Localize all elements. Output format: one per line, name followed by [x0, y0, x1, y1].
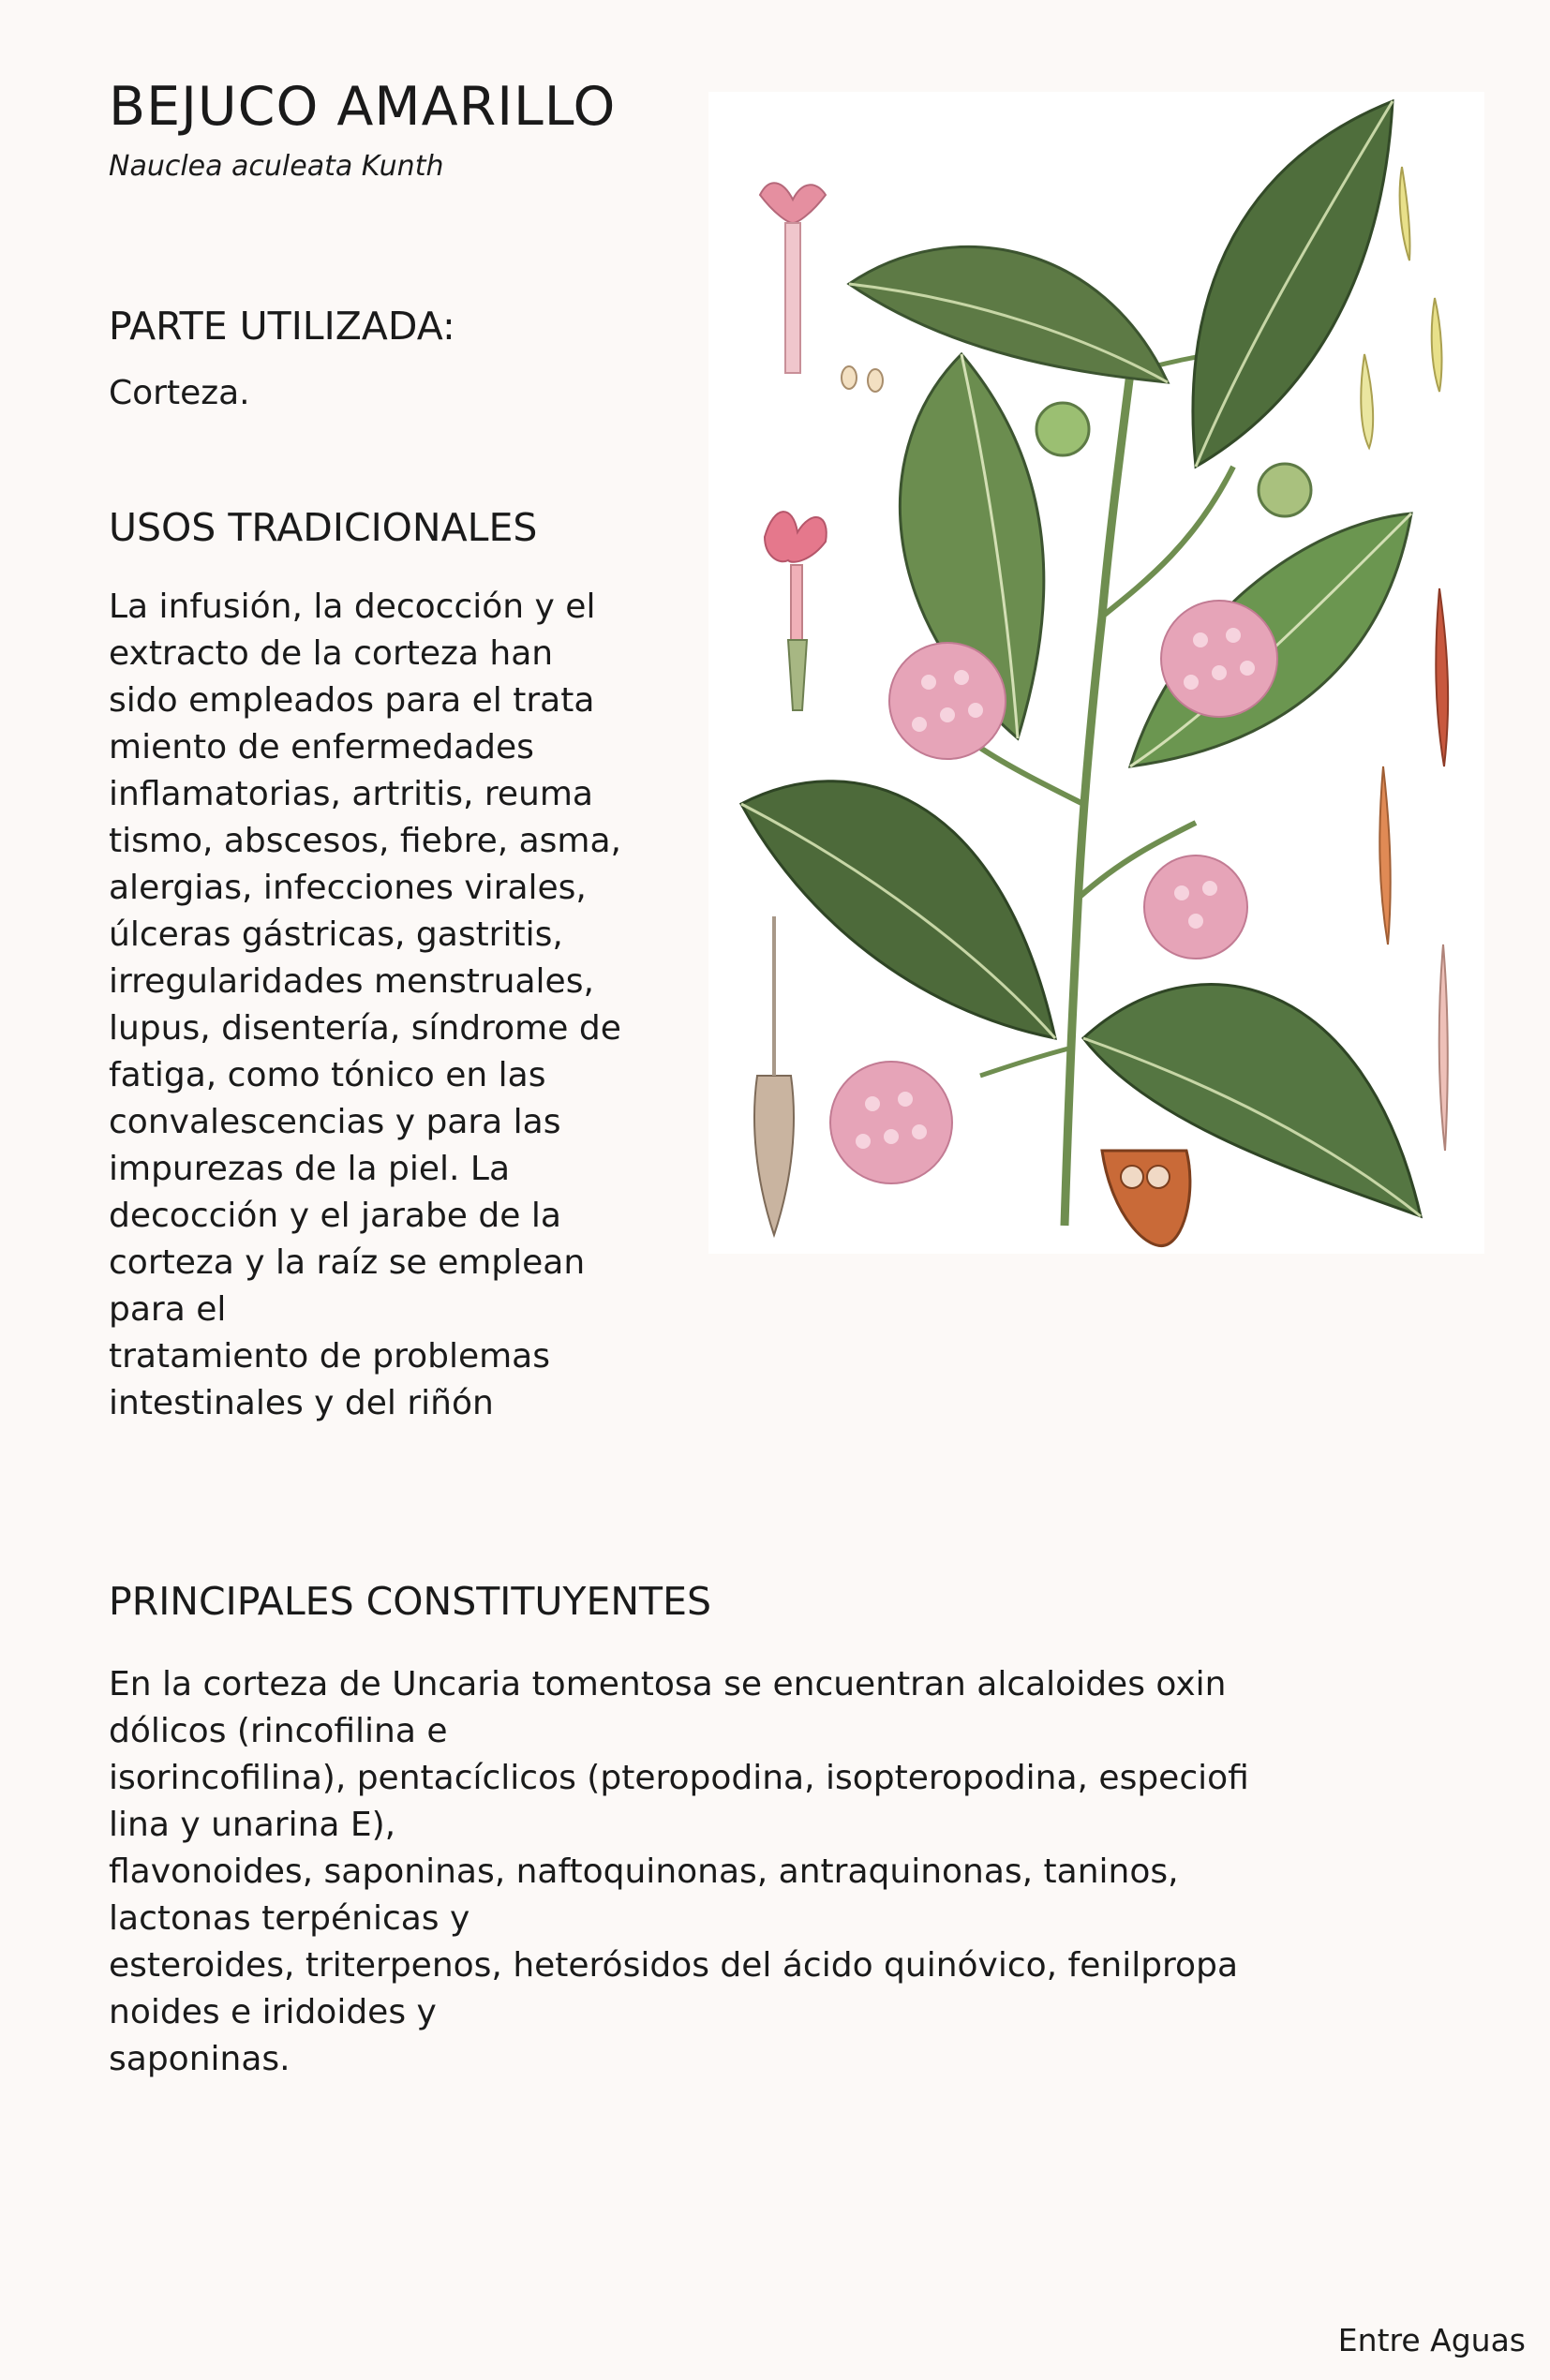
usos-line: alergias, infecciones virales, [109, 869, 587, 907]
parte-utilizada-text: Corteza. [109, 374, 250, 412]
scientific-name: Nauclea aculeata Kunth [109, 150, 444, 183]
constituyentes-line: En la corteza de Uncaria tomentosa se encuentran alcaloides oxin [109, 1665, 1227, 1703]
usos-line: para el [109, 1290, 227, 1329]
usos-line: La infusión, la decocción y el [109, 588, 596, 626]
section-heading-constituyentes: PRINCIPALES CONSTITUYENTES [109, 1579, 712, 1624]
usos-line: tratamiento de problemas [109, 1337, 550, 1376]
usos-line: tismo, abscesos, fiebre, asma, [109, 822, 621, 860]
usos-line: corteza y la raíz se emplean [109, 1243, 586, 1282]
constituyentes-line: esteroides, triterpenos, heterósidos del ácido quinóvico, fenilpropa [109, 1946, 1238, 1985]
usos-line: fatiga, como tónico en las [109, 1056, 546, 1094]
constituyentes-line: isorincofilina), pentacíclicos (pteropodina, isopteropodina, especiofi [109, 1759, 1249, 1797]
constituyentes-line: lactonas terpénicas y [109, 1899, 470, 1938]
constituyentes-line: noides e iridoides y [109, 1993, 437, 2031]
usos-line: impurezas de la piel. La [109, 1150, 511, 1188]
usos-line: extracto de la corteza han [109, 634, 554, 673]
constituyentes-line: flavonoides, saponinas, naftoquinonas, antraquinonas, taninos, [109, 1852, 1179, 1891]
constituyentes-line: saponinas. [109, 2040, 291, 2078]
footer-brand: Entre Aguas [1337, 2322, 1526, 2358]
section-heading-parte-utilizada: PARTE UTILIZADA: [109, 304, 455, 349]
usos-line: decocción y el jarabe de la [109, 1197, 561, 1235]
usos-line: miento de enfermedades [109, 728, 534, 766]
constituyentes-line: dólicos (rincofilina e [109, 1712, 448, 1750]
usos-line: convalescencias y para las [109, 1103, 561, 1141]
botanical-illustration [708, 92, 1484, 1254]
usos-line: úlceras gástricas, gastritis, [109, 915, 563, 954]
section-heading-usos: USOS TRADICIONALES [109, 505, 538, 550]
usos-line: irregularidades menstruales, [109, 962, 594, 1001]
page-title: BEJUCO AMARILLO [109, 76, 617, 138]
usos-line: intestinales y del riñón [109, 1384, 494, 1422]
usos-line: sido empleados para el trata [109, 681, 595, 720]
usos-line: lupus, disentería, síndrome de [109, 1009, 621, 1048]
plant-drawing [708, 92, 1484, 1254]
constituyentes-line: lina y unarina E), [109, 1806, 396, 1844]
usos-line: inflamatorias, artritis, reuma [109, 775, 593, 813]
